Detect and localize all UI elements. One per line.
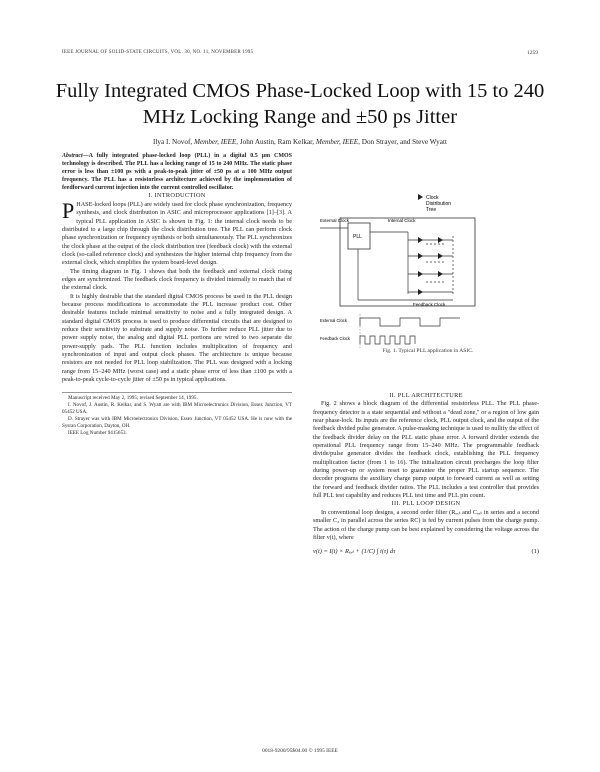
left-column [62,152,292,437]
legend-item-2: Distribution [426,201,452,207]
author-names-1: Ilya I. Novof, [153,138,193,146]
abstract-lead: Abstract— [62,153,89,159]
external-clock-label: External Clock [320,218,350,223]
pll-label: PLL [353,234,362,240]
figure-1-caption: Fig. 1. Typical PLL application in ASIC. [382,348,474,354]
equation-1: v(t) = I(t) × Rₑₓₜ + (1/C) ∫ i(τ) dτ [313,548,396,556]
triangle-icon [418,194,423,200]
clock-tree [408,232,453,296]
intro-paragraph-1-text: HASE-locked loops (PLL) are widely used for clock phase synchronization, frequency synthesis, and clock distribution in ASIC and microprocessor applications [1]–[3]. A typical PLL application in ASIC is shown in Fig. 1: the internal clock needs to be distributed to a large chip through the clock distribution tree. The PLL can perform clock phase synchronization or frequency synthesis or both simultaneously. The PLL synchronizes the clock phase at the output of the clock distribution tree (feedback clock) with the external clock (so-called reference clock) and synthesizes the higher internal chip frequency from the external clock, which simplifies the system board-level design. [62,200,292,267]
drop-cap: P [62,197,75,223]
author-role-1: Member, IEEE, [193,138,239,146]
loop-paragraph-1: In conventional loop designs, a second order filter (Rₑₓₜ and Cₑₓₜ in series and a second smaller C₂ in parallel across the series RC) is fed by current pulses from the charge pump. The action of the charge pump can be best explained by considering the voltage across the filter v(t), where [313,508,539,541]
author-role-2: Member, IEEE, [315,138,360,146]
abstract [62,152,292,192]
paper-title: Fully Integrated CMOS Phase-Locked Loop with 15 to 240 MHz Locking Range and ±50 ps Jitter [55,80,545,128]
buffer-triangles [418,237,443,295]
author-line [40,138,560,146]
intro-paragraph-3: It is highly desirable that the standard digital CMOS process be used in the PLL design because process modifications to accommodate the PLL increase product cost. Other desirable features include minimal sensitivity to noise and a fully integrated design. A standard digital CMOS process is used to produce differential circuits that are designed to reduce their sensitivity to substrate and supply noise. To further reduce PLL jitter due to power supply noise, the analog and digital PLL portions are wired to two separate die power-supply pads. The PLL function includes multiplication of frequency and synchronization of input and output clock phases. The architecture is unique because resistors are not needed for PLL loop stabilization. The PLL was designed with a locking range from 15–240 MHz (worst case) and a static phase error of less than ±100 ps with a peak-to-peak cycle-to-cycle jitter of ±50 ps in typical applications. [62,292,292,384]
legend-item-3: Tree [426,207,437,213]
footnote-line-3: D. Strayer was with IBM Microelectronics Division, Essex Junction, VT 05452 USA. He is now with the Sysran Corporation, Dayton, OH. [62,416,292,429]
abstract-text: A fully integrated phase-locked loop (PLL) in a digital 0.5 μm CMOS technology is described. The PLL has a locking range of 15 to 240 MHz. The static phase error is less than ±100 ps with a peak-to-peak jitter of ±50 ps at a 100 MHz output frequency. The PLL has a resistorless architecture achieved by the implementation of feedforward current injection into the current controlled oscillator. [62,153,292,192]
footnote-block [62,392,292,436]
feedback-clock-label: Feedback Clock [413,302,446,307]
right-column [313,392,539,561]
legend-item-1: Clock [426,195,439,201]
section-heading-loop-design: III. PLL LOOP DESIGN [391,500,461,508]
author-names-2: John Austin, Ram Kelkar, [239,138,315,146]
feedback-clock-wave-label: Feedback Clock [320,336,351,341]
footnote-line-4: IEEE Log Number 9415653. [68,429,127,436]
equation-row [313,548,539,556]
section-heading-architecture: II. PLL ARCHITECTURE [389,392,463,399]
intro-paragraph-2: The timing diagram in Fig. 1 shows that both the feedback and external clock rising edges are synchronized. The feedback clock frequency is divided internally to match that of the external clock. [62,267,292,292]
feedback-clock-waveform [360,336,415,344]
internal-clock-label: Internal Clock [388,218,416,223]
page-number: 1259 [527,50,538,56]
external-clock-waveform [360,318,460,326]
equation-number: (1) [531,548,539,556]
section-heading-introduction: I. INTRODUCTION [148,192,206,200]
author-names-3: Don Strayer, and Steve Wyatt [361,138,447,146]
chip-outline [340,218,475,306]
figure-1-diagram [318,188,538,348]
external-clock-wave-label: External Clock [320,318,347,323]
running-head: IEEE JOURNAL OF SOLID-STATE CIRCUITS, VOL. 30, NO. 11, NOVEMBER 1995 [62,50,254,55]
intro-paragraph-1 [62,197,292,268]
figure-legend [418,194,451,213]
footnote-line-2: I. Novof, J. Austin, R. Kelkar, and S. Wyatt are with IBM Microelectronics Division, Essex Junction, VT 05452 USA. [62,402,292,416]
copyright-code: 0018-9200/95$04.00 © 1995 IEEE [262,748,338,754]
footnote-line-1: Manuscript received May 2, 1995; revised September 14, 1995. [68,395,198,402]
architecture-paragraph-1: Fig. 2 shows a block diagram of the differential resistorless PLL. The PLL phase-frequency detector is a state sequential and without a "dead zone," or a region of low gain near phase-lock. Its inputs are the reference clock, PLL output clock, and the output of the feedback divided pulse generator. A pulse-masking technique is used to nullify the effect of the feedback divider delay on the PLL static phase error. A forward divider extends the operational PLL frequency range from 15–240 MHz. The programmable feedback divide/pulse generator divides the feedback clock, establishing the PLL frequency multiplication factor (from 1 to 16). The initialization circuit precharges the loop filter during power-up or system reset to guarantee the proper PLL startup sequence. The decoder programs the auxiliary charge pump output to forward current as well as setting the forward and feedback divider ratios. The PLL includes a test controller that provides full PLL test capability and reduces PLL test time and PLL pin count. [313,400,540,500]
